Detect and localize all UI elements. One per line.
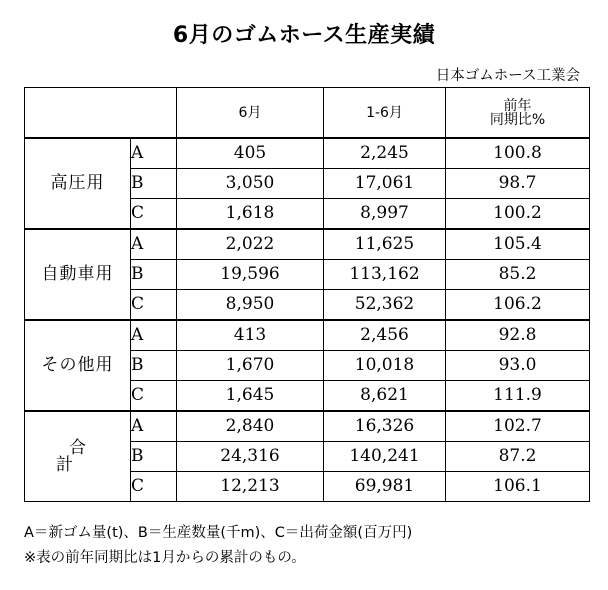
row-code: B (131, 260, 177, 290)
header-row (25, 88, 590, 139)
row-code: A (131, 320, 177, 351)
cell-yoy: 111.9 (446, 381, 590, 412)
group-label: その他用 (25, 320, 131, 411)
cell-yoy: 92.8 (446, 320, 590, 351)
table-row (25, 320, 590, 351)
group-label: 合計 (25, 411, 131, 502)
cell-month: 24,316 (177, 442, 324, 472)
cell-yoy: 98.7 (446, 169, 590, 199)
header-yoy-line2: 同期比% (489, 111, 546, 128)
cell-yoy: 85.2 (446, 260, 590, 290)
header-yoy-line1: 前年 (503, 97, 532, 114)
cell-month: 1,670 (177, 351, 324, 381)
header-yoy (446, 88, 590, 139)
cell-yoy: 106.1 (446, 472, 590, 502)
cell-month: 1,645 (177, 381, 324, 412)
header-month: 6月 (177, 88, 324, 139)
row-code: B (131, 351, 177, 381)
cell-month: 413 (177, 320, 324, 351)
row-code: B (131, 169, 177, 199)
cell-month: 2,022 (177, 229, 324, 260)
cell-yoy: 102.7 (446, 411, 590, 442)
group-label: 高圧用 (25, 138, 131, 229)
row-code: C (131, 199, 177, 230)
cell-ytd: 8,997 (324, 199, 446, 230)
row-code: C (131, 381, 177, 412)
cell-ytd: 11,625 (324, 229, 446, 260)
cell-month: 12,213 (177, 472, 324, 502)
row-code: A (131, 138, 177, 169)
cell-month: 3,050 (177, 169, 324, 199)
cell-month: 1,618 (177, 199, 324, 230)
table-row (25, 229, 590, 260)
header-ytd: 1-6月 (324, 88, 446, 139)
row-code: B (131, 442, 177, 472)
organization-name: 日本ゴムホース工業会 (435, 68, 580, 84)
cell-yoy: 100.2 (446, 199, 590, 230)
note-yoy: ※表の前年同期比は1月からの累計のもの。 (24, 550, 306, 567)
table-body (25, 138, 590, 502)
cell-ytd: 16,326 (324, 411, 446, 442)
cell-yoy: 93.0 (446, 351, 590, 381)
cell-ytd: 113,162 (324, 260, 446, 290)
cell-yoy: 100.8 (446, 138, 590, 169)
cell-yoy: 87.2 (446, 442, 590, 472)
header-blank (25, 88, 177, 139)
cell-month: 8,950 (177, 290, 324, 321)
row-code: C (131, 472, 177, 502)
cell-ytd: 140,241 (324, 442, 446, 472)
cell-ytd: 52,362 (324, 290, 446, 321)
cell-month: 2,840 (177, 411, 324, 442)
cell-ytd: 2,456 (324, 320, 446, 351)
cell-month: 19,596 (177, 260, 324, 290)
cell-ytd: 8,621 (324, 381, 446, 412)
notes (24, 521, 412, 572)
group-label: 自動車用 (25, 229, 131, 320)
cell-month: 405 (177, 138, 324, 169)
row-code: A (131, 411, 177, 442)
table-row (25, 411, 590, 442)
row-code: A (131, 229, 177, 260)
note-legend: A＝新ゴム量(t)、B＝生産数量(千m)、C＝出荷金額(百万円) (24, 525, 413, 541)
cell-ytd: 17,061 (324, 169, 446, 199)
cell-ytd: 10,018 (324, 351, 446, 381)
table-row (25, 138, 590, 169)
cell-yoy: 105.4 (446, 229, 590, 260)
production-table (24, 87, 590, 502)
cell-yoy: 106.2 (446, 290, 590, 321)
cell-ytd: 2,245 (324, 138, 446, 169)
page-title: 6月のゴムホース生産実績 (172, 23, 436, 48)
cell-ytd: 69,981 (324, 472, 446, 502)
row-code: C (131, 290, 177, 321)
